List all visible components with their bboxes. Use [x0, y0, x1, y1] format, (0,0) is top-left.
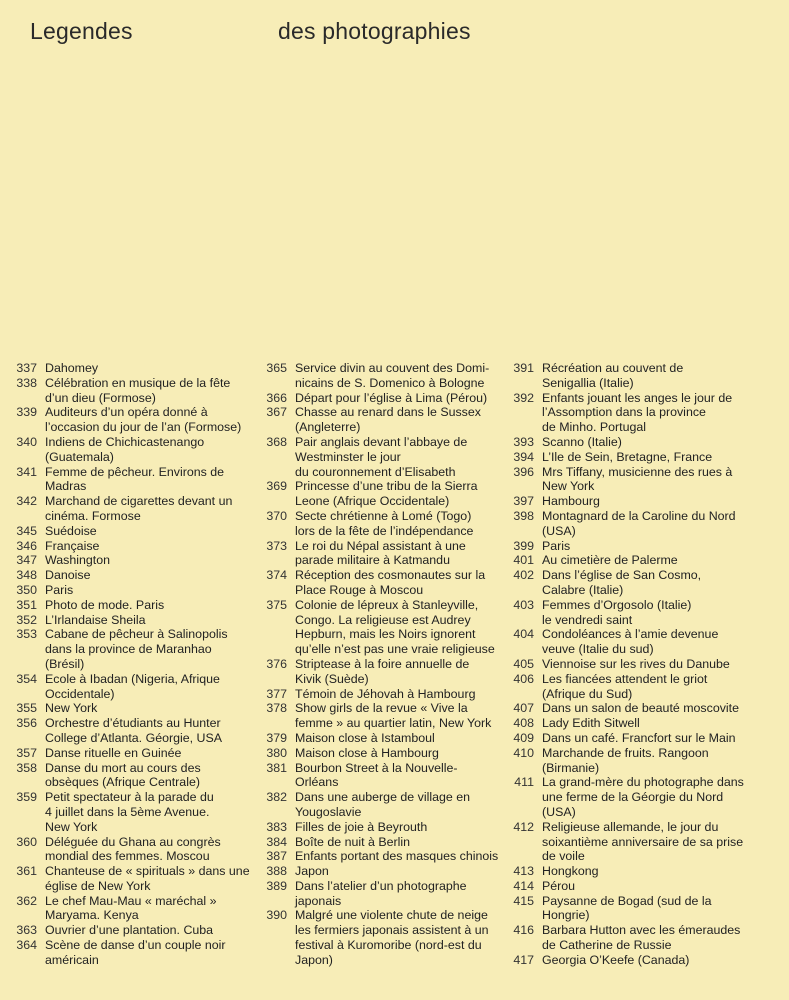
- caption-number: 358: [16, 760, 37, 775]
- caption-number: 375: [266, 597, 287, 612]
- caption-entry: [511, 568, 783, 598]
- caption-text: Japon: [295, 864, 329, 879]
- caption-number: 396: [513, 464, 534, 479]
- caption-entry: [14, 746, 258, 761]
- caption-entry: [14, 465, 258, 495]
- caption-entry: [264, 391, 510, 406]
- caption-entry: [14, 864, 258, 894]
- caption-number: 380: [266, 745, 287, 760]
- caption-entry: [264, 479, 510, 509]
- caption-number: 339: [16, 405, 37, 420]
- caption-text: Scène de danse d’un couple noir américain: [45, 938, 226, 967]
- caption-entry: [14, 435, 258, 465]
- caption-entry: [511, 435, 783, 450]
- caption-text: Ouvrier d’une plantation. Cuba: [45, 923, 214, 938]
- caption-entry: [511, 450, 783, 465]
- caption-number: 405: [513, 656, 534, 671]
- caption-number: 391: [513, 361, 534, 375]
- caption-text: Récréation au couvent de Senigallia (Italie): [542, 361, 684, 390]
- caption-entry: [14, 361, 258, 376]
- caption-number: 350: [16, 582, 37, 597]
- caption-text: Dans une auberge de village en Yougoslavie: [295, 790, 470, 819]
- caption-text: Religieuse allemande, le jour du soixantième anniversaire de sa prise de voile: [542, 819, 744, 864]
- caption-entry: [511, 820, 783, 864]
- caption-entry: [264, 879, 510, 909]
- caption-number: 408: [513, 716, 534, 731]
- caption-number: 384: [266, 834, 287, 849]
- caption-text: Dans un salon de beauté moscovite: [542, 701, 739, 716]
- caption-column-3: [511, 361, 783, 968]
- caption-text: Témoin de Jéhovah à Hambourg: [295, 686, 476, 701]
- caption-number: 361: [16, 864, 37, 879]
- page-title-left: Legendes: [30, 18, 133, 44]
- caption-text: Maison close à Istamboul: [295, 730, 435, 745]
- caption-number: 416: [513, 923, 534, 938]
- caption-text: Viennoise sur les rives du Danube: [542, 656, 730, 671]
- caption-number: 415: [513, 893, 534, 908]
- caption-text: Dans l’église de San Cosmo, Calabre (Italie): [542, 568, 702, 597]
- caption-entry: [511, 627, 783, 657]
- caption-number: 353: [16, 627, 37, 642]
- caption-number: 356: [16, 716, 37, 731]
- caption-number: 357: [16, 745, 37, 760]
- caption-number: 410: [513, 745, 534, 760]
- caption-entry: [264, 701, 510, 731]
- caption-number: 374: [266, 568, 287, 583]
- caption-text: Georgia O’Keefe (Canada): [542, 952, 690, 967]
- caption-entry: [511, 746, 783, 776]
- caption-entry: [511, 894, 783, 924]
- caption-text: L’Ile de Sein, Bretagne, France: [542, 449, 713, 464]
- caption-text: Paris: [542, 538, 571, 553]
- caption-number: 341: [16, 464, 37, 479]
- caption-entry: [14, 405, 258, 435]
- caption-text: Déléguée du Ghana au congrès mondial des femmes. Moscou: [45, 834, 221, 864]
- caption-entry: [14, 376, 258, 406]
- page-title-right: des photographies: [278, 18, 471, 44]
- caption-text: New York: [45, 701, 98, 716]
- caption-text: Dans un café. Francfort sur le Main: [542, 730, 736, 745]
- caption-text: Réception des cosmonautes sur la Place Rouge à Moscou: [295, 568, 486, 597]
- caption-entry: [511, 391, 783, 435]
- caption-number: 402: [513, 568, 534, 583]
- caption-number: 404: [513, 627, 534, 642]
- caption-entry: [14, 761, 258, 791]
- caption-entry: [264, 864, 510, 879]
- caption-text: Célébration en musique de la fête d’un dieu (Formose): [45, 375, 231, 405]
- caption-entry: [264, 657, 510, 687]
- caption-number: 337: [16, 361, 37, 375]
- caption-number: 359: [16, 790, 37, 805]
- caption-entry: [264, 509, 510, 539]
- caption-entry: [511, 465, 783, 495]
- caption-number: 398: [513, 508, 534, 523]
- caption-number: 414: [513, 878, 534, 893]
- caption-number: 352: [16, 612, 37, 627]
- caption-number: 367: [266, 405, 287, 420]
- caption-number: 376: [266, 656, 287, 671]
- caption-entry: [14, 923, 258, 938]
- caption-entry: [511, 879, 783, 894]
- caption-entry: [14, 701, 258, 716]
- caption-text: Secte chrétienne à Lomé (Togo) lors de la fête de l’indépendance: [295, 508, 474, 538]
- caption-text: Hambourg: [542, 494, 600, 509]
- caption-number: 368: [266, 434, 287, 449]
- caption-text: Chanteuse de « spirituals » dans une église de New York: [45, 864, 250, 893]
- caption-entry: [511, 657, 783, 672]
- caption-number: 378: [266, 701, 287, 716]
- caption-number: 363: [16, 923, 37, 938]
- caption-entry: [511, 864, 783, 879]
- caption-number: 347: [16, 553, 37, 568]
- caption-number: 417: [513, 952, 534, 967]
- caption-entry: [14, 568, 258, 583]
- caption-entry: [264, 687, 510, 702]
- caption-entry: [264, 405, 510, 435]
- caption-text: Washington: [45, 553, 110, 568]
- caption-text: Striptease à la foire annuelle de Kivik (Suède): [295, 656, 470, 686]
- caption-number: 373: [266, 538, 287, 553]
- caption-text: Française: [45, 538, 100, 553]
- caption-entry: [511, 953, 783, 968]
- caption-text: Petit spectateur à la parade du 4 juillet dans la 5ème Avenue. New York: [45, 790, 214, 834]
- caption-text: Pérou: [542, 878, 576, 893]
- caption-number: 394: [513, 449, 534, 464]
- caption-text: Danoise: [45, 568, 91, 583]
- caption-entry: [264, 731, 510, 746]
- caption-text: Princesse d’une tribu de la Sierra Leone (Afrique Occidentale): [295, 479, 478, 509]
- caption-entry: [264, 435, 510, 479]
- caption-number: 345: [16, 523, 37, 538]
- caption-entry: [511, 701, 783, 716]
- caption-entry: [14, 598, 258, 613]
- caption-number: 409: [513, 730, 534, 745]
- caption-entry: [264, 761, 510, 791]
- caption-text: Suédoise: [45, 523, 97, 538]
- caption-number: 369: [266, 479, 287, 494]
- caption-text: Marchande de fruits. Rangoon (Birmanie): [542, 745, 709, 775]
- caption-text: Show girls de la revue « Vive la femme » au quartier latin, New York: [295, 701, 492, 731]
- caption-entry: [264, 908, 510, 967]
- caption-text: Paris: [45, 582, 74, 597]
- caption-number: 370: [266, 508, 287, 523]
- caption-entry: [511, 598, 783, 628]
- caption-entry: [264, 849, 510, 864]
- caption-entry: [511, 672, 783, 702]
- caption-entry: [511, 494, 783, 509]
- caption-number: 346: [16, 538, 37, 553]
- caption-text: Colonie de lépreux à Stanleyville, Congo. La religieuse est Audrey Hepburn, mais les Noirs ignorent qu’elle n’est pas une vraie religieuse: [295, 597, 495, 657]
- caption-entry: [511, 923, 783, 953]
- caption-number: 365: [266, 361, 287, 375]
- caption-number: 366: [266, 390, 287, 405]
- caption-number: 390: [266, 908, 287, 923]
- caption-number: 379: [266, 730, 287, 745]
- caption-text: Le roi du Népal assistant à une parade militaire à Katmandu: [295, 538, 466, 568]
- caption-entry: [511, 731, 783, 746]
- caption-entry: [14, 790, 258, 834]
- caption-text: L’Irlandaise Sheila: [45, 612, 146, 627]
- caption-number: 364: [16, 938, 37, 953]
- caption-number: 411: [514, 775, 534, 790]
- caption-entry: [264, 361, 510, 391]
- caption-number: 401: [513, 553, 534, 568]
- caption-number: 393: [513, 434, 534, 449]
- caption-text: Filles de joie à Beyrouth: [295, 819, 428, 834]
- caption-entry: [511, 509, 783, 539]
- caption-text: Service divin au couvent des Domi- nicains de S. Domenico à Bologne: [295, 361, 490, 390]
- caption-text: Paysanne de Bogad (sud de la Hongrie): [542, 893, 712, 923]
- caption-entry: [264, 820, 510, 835]
- caption-text: Chasse au renard dans le Sussex (Angleterre): [295, 405, 481, 435]
- caption-text: Cabane de pêcheur à Salinopolis dans la province de Maranhao (Brésil): [45, 627, 228, 671]
- caption-text: Malgré une violente chute de neige les fermiers japonais assistent à un festival à Kuromoribe (nord-est du Japon): [295, 908, 489, 967]
- caption-number: 377: [266, 686, 287, 701]
- caption-number: 362: [16, 893, 37, 908]
- caption-text: Femmes d’Orgosolo (Italie) le vendredi saint: [542, 597, 692, 627]
- caption-number: 355: [16, 701, 37, 716]
- caption-number: 403: [513, 597, 534, 612]
- caption-text: Dans l’atelier d’un photographe japonais: [295, 878, 467, 908]
- caption-text: Indiens de Chichicastenango (Guatemala): [45, 434, 205, 464]
- caption-entry: [264, 746, 510, 761]
- caption-column-2: [264, 361, 510, 968]
- caption-entry: [511, 361, 783, 391]
- caption-number: 383: [266, 819, 287, 834]
- caption-entry: [264, 790, 510, 820]
- caption-text: Maison close à Hambourg: [295, 745, 439, 760]
- caption-entry: [14, 494, 258, 524]
- caption-entry: [511, 539, 783, 554]
- caption-text: Danse rituelle en Guinée: [45, 745, 182, 760]
- caption-number: 340: [16, 434, 37, 449]
- caption-entry: [14, 583, 258, 598]
- caption-text: Enfants jouant les anges le jour de l’Assomption dans la province de Minho. Portugal: [542, 390, 733, 435]
- caption-text: Barbara Hutton avec les émeraudes de Catherine de Russie: [542, 923, 741, 953]
- caption-number: 389: [266, 878, 287, 893]
- caption-entry: [511, 775, 783, 819]
- caption-column-1: [14, 361, 258, 968]
- caption-number: 338: [16, 375, 37, 390]
- caption-entry: [264, 539, 510, 569]
- caption-entry: [14, 938, 258, 968]
- caption-text: Enfants portant des masques chinois: [295, 849, 499, 864]
- caption-text: Photo de mode. Paris: [45, 597, 165, 612]
- caption-entry: [14, 835, 258, 865]
- caption-number: 354: [16, 671, 37, 686]
- caption-number: 399: [513, 538, 534, 553]
- caption-text: Départ pour l’église à Lima (Pérou): [295, 390, 488, 405]
- caption-text: Scanno (Italie): [542, 434, 622, 449]
- caption-number: 351: [16, 597, 37, 612]
- caption-text: Les fiancées attendent le griot (Afrique du Sud): [542, 671, 708, 701]
- caption-text: Auditeurs d’un opéra donné à l’occasion du jour de l’an (Formose): [45, 405, 242, 435]
- caption-entry: [14, 672, 258, 702]
- caption-entry: [264, 568, 510, 598]
- caption-number: 412: [513, 819, 534, 834]
- caption-entry: [14, 613, 258, 628]
- caption-entry: [264, 835, 510, 850]
- caption-number: 388: [266, 864, 287, 879]
- caption-number: 413: [513, 864, 534, 879]
- caption-text: Boîte de nuit à Berlin: [295, 834, 411, 849]
- caption-text: Pair anglais devant l’abbaye de Westminster le jour du couronnement d’Elisabeth: [295, 434, 468, 479]
- caption-entry: [511, 553, 783, 568]
- caption-text: Montagnard de la Caroline du Nord (USA): [542, 508, 736, 538]
- caption-entry: [14, 524, 258, 539]
- caption-text: Hongkong: [542, 864, 599, 879]
- caption-entry: [14, 539, 258, 554]
- caption-number: 382: [266, 790, 287, 805]
- caption-entry: [14, 553, 258, 568]
- caption-text: Bourbon Street à la Nouvelle- Orléans: [295, 760, 458, 790]
- caption-text: Orchestre d’étudiants au Hunter College d’Atlanta. Géorgie, USA: [45, 716, 223, 745]
- caption-text: Ecole à Ibadan (Nigeria, Afrique Occidentale): [45, 671, 220, 701]
- caption-text: Au cimetière de Palerme: [542, 553, 678, 568]
- caption-number: 360: [16, 834, 37, 849]
- caption-entry: [14, 627, 258, 671]
- caption-text: Lady Edith Sitwell: [542, 716, 640, 731]
- caption-number: 387: [266, 849, 287, 864]
- caption-entry: [511, 716, 783, 731]
- caption-entry: [14, 716, 258, 746]
- caption-text: Marchand de cigarettes devant un cinéma. Formose: [45, 494, 233, 523]
- caption-entry: [264, 598, 510, 657]
- caption-text: Le chef Mau-Mau « maréchal » Maryama. Kenya: [45, 893, 217, 923]
- caption-number: 342: [16, 494, 37, 509]
- caption-text: Condoléances à l’amie devenue veuve (Italie du sud): [542, 627, 719, 657]
- caption-text: Femme de pêcheur. Environs de Madras: [45, 464, 225, 494]
- caption-text: La grand-mère du photographe dans une ferme de la Géorgie du Nord (USA): [542, 775, 744, 819]
- caption-number: 348: [16, 568, 37, 583]
- caption-number: 407: [513, 701, 534, 716]
- caption-number: 406: [513, 671, 534, 686]
- caption-text: Mrs Tiffany, musicienne des rues à New York: [542, 464, 733, 494]
- caption-number: 381: [266, 760, 287, 775]
- caption-number: 397: [513, 494, 534, 509]
- caption-text: Dahomey: [45, 361, 99, 375]
- caption-text: Danse du mort au cours des obsèques (Afrique Centrale): [45, 760, 201, 790]
- caption-entry: [14, 894, 258, 924]
- caption-number: 392: [513, 390, 534, 405]
